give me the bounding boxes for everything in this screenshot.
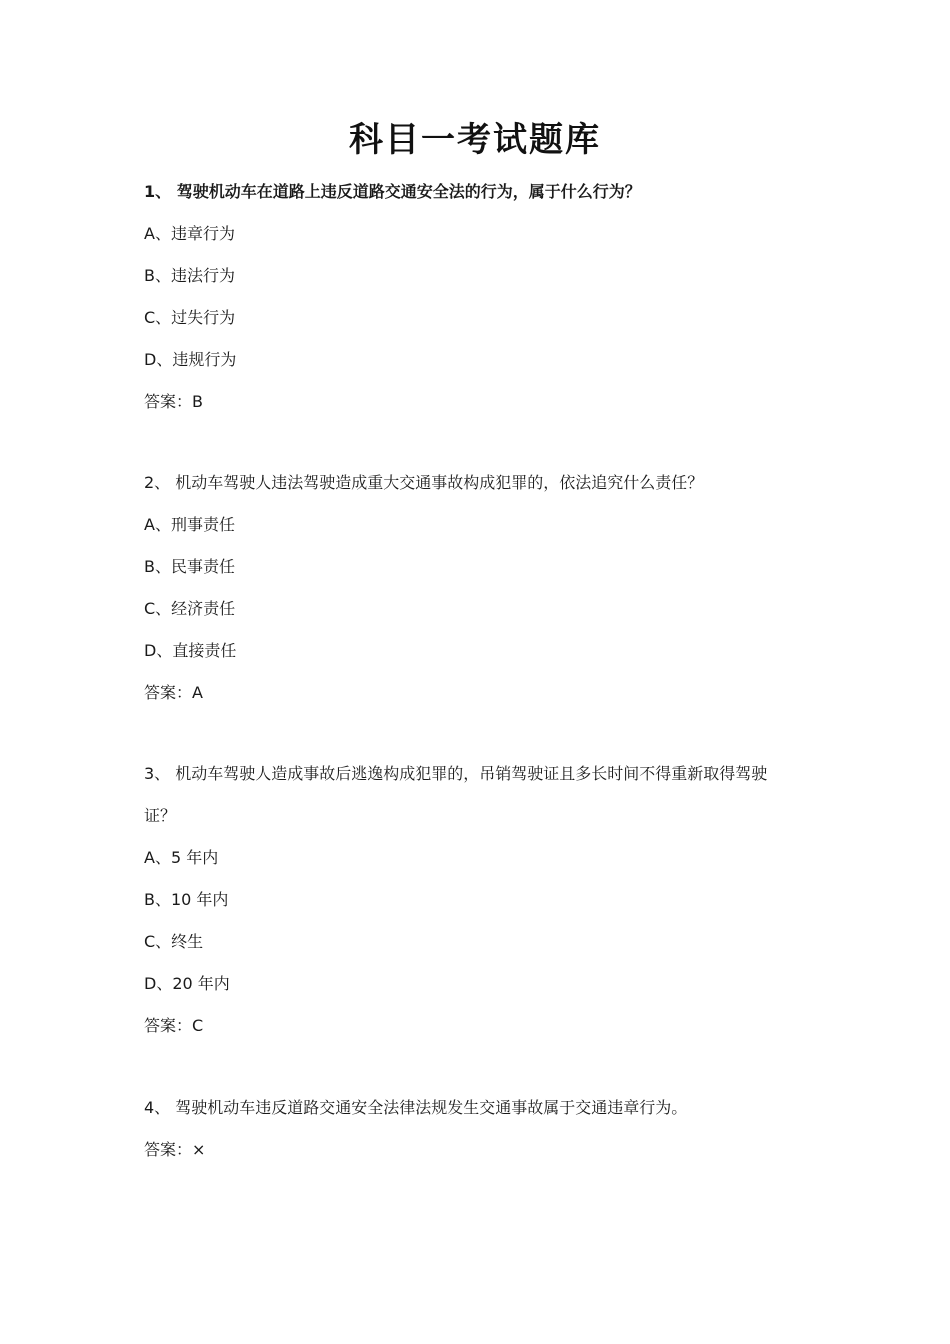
question-stem: 4、 驾驶机动车违反道路交通安全法律法规发生交通事故属于交通违章行为。	[144, 1098, 688, 1117]
option-d: D、违规行为	[144, 350, 237, 369]
option-d: D、20 年内	[144, 974, 230, 993]
option-a: A、违章行为	[144, 224, 235, 243]
question-stem: 1、 驾驶机动车在道路上违反道路交通安全法的行为，属于什么行为？	[144, 182, 641, 201]
option-c: C、终生	[144, 932, 204, 951]
question-1	[144, 171, 810, 423]
document-title: 科目一考试题库	[349, 120, 601, 160]
question-4	[144, 1087, 810, 1171]
answer: 答案：A	[144, 683, 203, 702]
question-stem-line-1: 3、 机动车驾驶人造成事故后逃逸构成犯罪的，吊销驾驶证且多长时间不得重新取得驾驶	[144, 764, 768, 783]
option-c: C、经济责任	[144, 599, 236, 618]
question-stem-line-2: 证？	[144, 806, 177, 825]
option-a: A、刑事责任	[144, 515, 235, 534]
option-b: B、民事责任	[144, 557, 235, 576]
question-3	[144, 753, 810, 1047]
question-2	[144, 462, 810, 714]
option-d: D、直接责任	[144, 641, 237, 660]
option-b: B、违法行为	[144, 266, 235, 285]
option-c: C、过失行为	[144, 308, 236, 327]
option-b: B、10 年内	[144, 890, 229, 909]
option-a: A、5 年内	[144, 848, 219, 867]
question-stem: 2、 机动车驾驶人违法驾驶造成重大交通事故构成犯罪的，依法追究什么责任？	[144, 473, 704, 492]
answer: 答案：×	[144, 1140, 206, 1159]
answer: 答案：C	[144, 1016, 204, 1035]
answer: 答案：B	[144, 392, 203, 411]
